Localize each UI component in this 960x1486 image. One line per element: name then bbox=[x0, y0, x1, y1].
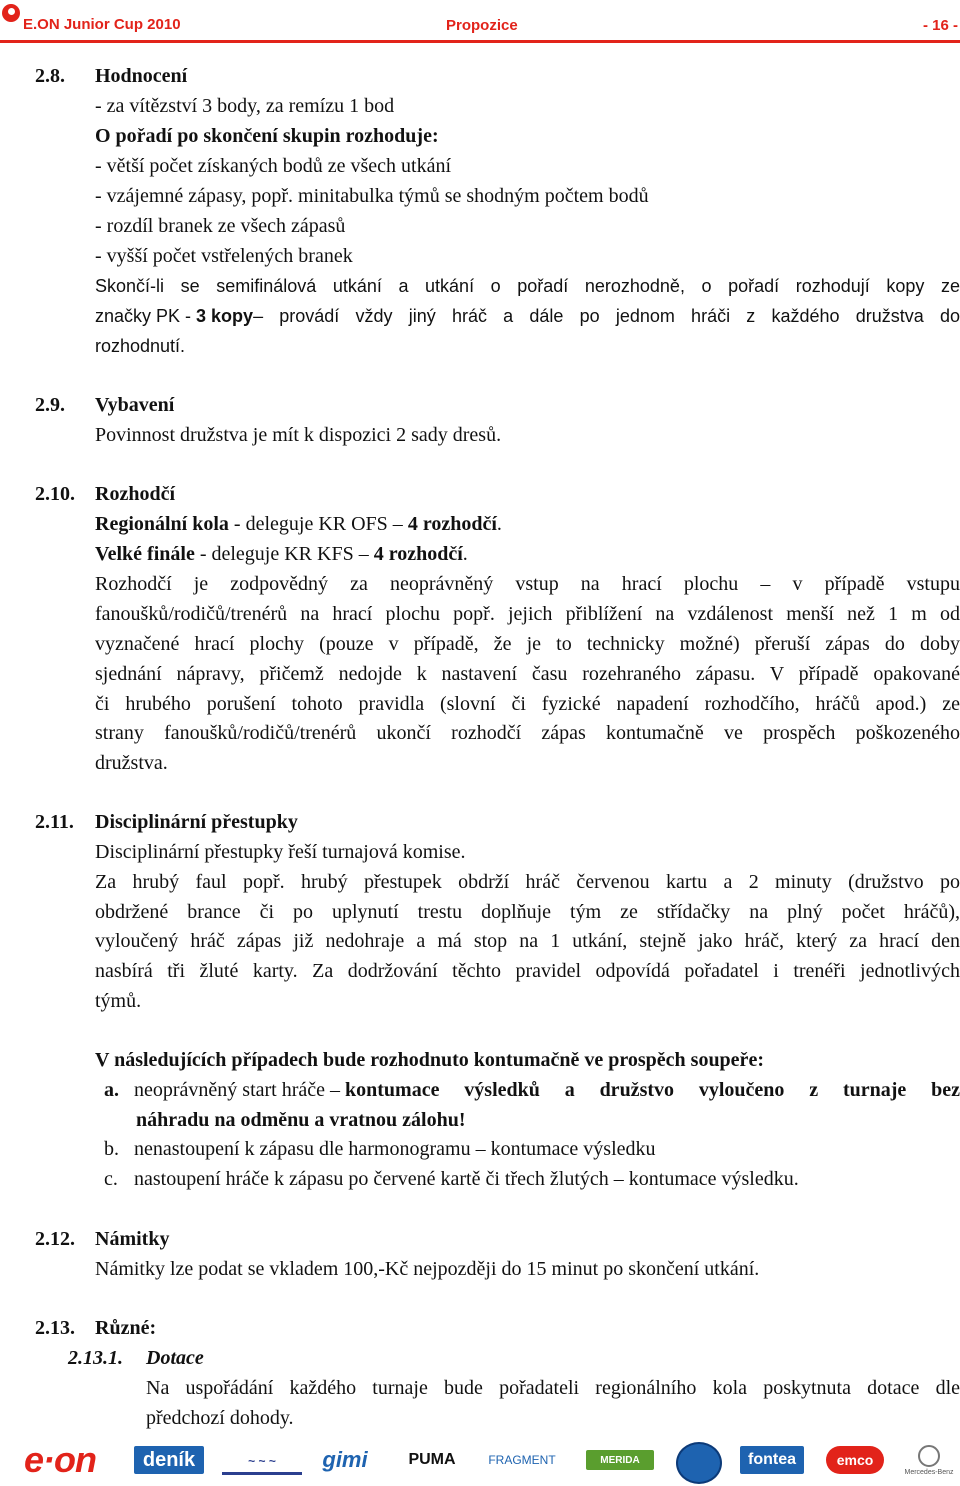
section-title: Disciplinární přestupky bbox=[95, 811, 298, 833]
paragraph-line: týmů. bbox=[95, 990, 142, 1012]
text-span: . bbox=[496, 513, 502, 535]
bold-span: kontumace výsledků a družstvo vyloučeno z turnaje bez bbox=[345, 1079, 960, 1101]
paragraph-line: družstva. bbox=[95, 752, 168, 774]
mms-logo: ~ ~ ~ bbox=[222, 1450, 302, 1475]
mercedes-label: Mercedes-Benz bbox=[904, 1468, 954, 1476]
section-number: 2.9. bbox=[35, 394, 65, 416]
delegation-line bbox=[95, 542, 468, 566]
header-section: Propozice bbox=[446, 17, 518, 34]
list-item: nenastoupení k zápasu dle harmonogramu – kontumace výsledku bbox=[134, 1138, 656, 1160]
bold-span: Velké finále bbox=[95, 543, 195, 565]
paragraph-line: nasbírá tři žluté karty. Za dodržování těchto pravidel odpovídá pořadatel i trenéři jednotlivých bbox=[95, 960, 960, 982]
subsection-title: Dotace bbox=[146, 1347, 204, 1369]
bold-span: Regionální kola bbox=[95, 513, 229, 535]
mercedes-star-icon bbox=[918, 1445, 940, 1467]
section-title: Různé: bbox=[95, 1317, 157, 1339]
list-item: - vyšší počet vstřelených branek bbox=[95, 245, 353, 267]
association-seal-icon bbox=[676, 1442, 722, 1484]
fontea-logo: fontea bbox=[740, 1446, 804, 1474]
paragraph-line: vyznačené hrací plochy (pouze v případě, že je to technicky možné) přeruší zápas do doby bbox=[95, 633, 960, 655]
paragraph-line: Povinnost družstva je mít k dispozici 2 sady dresů. bbox=[95, 424, 502, 446]
bold-span: 4 rozhodčí bbox=[407, 513, 497, 535]
paragraph-line: strany fanoušků/rodičů/trenérů ukončí rozhodčí zápas kontumačně ve prospěch poškozeného bbox=[95, 722, 960, 744]
paragraph-line: rozhodnutí. bbox=[95, 336, 186, 356]
section-number: 2.8. bbox=[35, 65, 65, 87]
paragraph-line: Na uspořádání každého turnaje bude pořadateli regionálního kola poskytnuta dotace dle bbox=[146, 1377, 960, 1399]
paragraph-line: či hrubého porušení tohoto pravidla (slovní či fyzické napadení rozhodčího, hráčů apod.) ze bbox=[95, 693, 960, 715]
section-number: 2.12. bbox=[35, 1228, 75, 1250]
section-title: Vybavení bbox=[95, 394, 175, 416]
puma-logo: PUMA bbox=[408, 1451, 456, 1468]
eon-flame-logo-icon bbox=[2, 4, 20, 22]
paragraph-line: Skončí-li se semifinálová utkání a utkání o pořadí nerozhodně, o pořadí rozhodují kopy ze bbox=[95, 276, 960, 296]
mercedes-logo bbox=[900, 1440, 958, 1480]
text-span: . bbox=[462, 543, 468, 565]
list-marker: c. bbox=[104, 1168, 118, 1190]
paragraph-line: Námitky lze podat se vkladem 100,-Kč nejpozději do 15 minut po skončení utkání. bbox=[95, 1258, 760, 1280]
page-number: - 16 - bbox=[922, 17, 958, 34]
gimi-logo: gimi bbox=[322, 1447, 368, 1472]
text-span: - deleguje KR OFS – bbox=[228, 513, 408, 535]
eon-logo: e·on bbox=[24, 1439, 96, 1480]
cases-heading: V následujících případech bude rozhodnuto kontumačně ve prospěch soupeře: bbox=[95, 1049, 764, 1071]
list-item-continuation: náhradu na odměnu a vratnou zálohu! bbox=[136, 1109, 466, 1131]
fragment-logo: FRAGMENT bbox=[488, 1453, 556, 1467]
subheading: O pořadí po skončení skupin rozhoduje: bbox=[95, 125, 439, 147]
page-header bbox=[0, 0, 960, 44]
text-span: neoprávněný start hráče – bbox=[134, 1079, 346, 1101]
sponsor-footer bbox=[0, 1436, 960, 1486]
bold-span: 4 rozhodčí bbox=[373, 543, 463, 565]
section-title: Rozhodčí bbox=[95, 483, 175, 505]
merida-logo: MERIDA bbox=[586, 1450, 654, 1470]
paragraph-line: Za hrubý faul popř. hrubý přestupek obdrží hráč červenou kartu a 2 minuty (družstvo po bbox=[95, 871, 960, 893]
bold-span: 3 kopy bbox=[196, 306, 254, 326]
paragraph-line: obdržené brance či po uplynutí trestu doplňuje tým ze střídačky na plný počet hráčů), bbox=[95, 901, 960, 923]
paragraph-line: Disciplinární přestupky řeší turnajová komise. bbox=[95, 841, 466, 863]
subsection-number: 2.13.1. bbox=[68, 1347, 123, 1369]
paragraph-line: sjednání nápravy, přičemž nedojde k nastavení času rozehraného zápasu. V případě opakované bbox=[95, 663, 960, 685]
list-item: - za vítězství 3 body, za remízu 1 bod bbox=[95, 95, 395, 117]
list-marker: a. bbox=[104, 1079, 119, 1101]
header-title: E.ON Junior Cup 2010 bbox=[23, 16, 181, 33]
paragraph-line: vyloučený hráč zápas již nedohraje a má stop na 1 utkání, stejně jako hráč, který za hrací den bbox=[95, 930, 960, 952]
paragraph-line: předchozí dohody. bbox=[146, 1407, 294, 1429]
section-number: 2.13. bbox=[35, 1317, 75, 1339]
paragraph-line bbox=[95, 304, 960, 328]
list-marker: b. bbox=[104, 1138, 119, 1160]
section-number: 2.11. bbox=[35, 811, 74, 833]
delegation-line bbox=[95, 512, 502, 536]
paragraph-line: Rozhodčí je zodpovědný za neoprávněný vstup na hrací plochu – v případě vstupu bbox=[95, 573, 960, 595]
text-span: značky PK - bbox=[95, 306, 197, 326]
section-number: 2.10. bbox=[35, 483, 75, 505]
list-item: - rozdíl branek ze všech zápasů bbox=[95, 215, 346, 237]
emco-logo: emco bbox=[826, 1446, 884, 1474]
denik-logo: deník bbox=[134, 1446, 204, 1474]
section-title: Námitky bbox=[95, 1228, 170, 1250]
section-title: Hodnocení bbox=[95, 65, 188, 87]
list-item: nastoupení hráče k zápasu po červené kartě či třech žlutých – kontumace výsledku. bbox=[134, 1168, 799, 1190]
list-item: - větší počet získaných bodů ze všech utkání bbox=[95, 155, 451, 177]
text-span: – provádí vždy jiný hráč a dále po jednom hráči z každého družstva do bbox=[253, 306, 960, 326]
list-item bbox=[134, 1078, 960, 1102]
list-item: - vzájemné zápasy, popř. minitabulka týmů se shodným počtem bodů bbox=[95, 185, 649, 207]
paragraph-line: fanoušků/rodičů/trenérů na hrací plochu popř. jejich přiblížení na vzdálenost menší než 1 m od bbox=[95, 603, 960, 625]
text-span: - deleguje KR KFS – bbox=[194, 543, 374, 565]
header-divider bbox=[0, 40, 960, 43]
